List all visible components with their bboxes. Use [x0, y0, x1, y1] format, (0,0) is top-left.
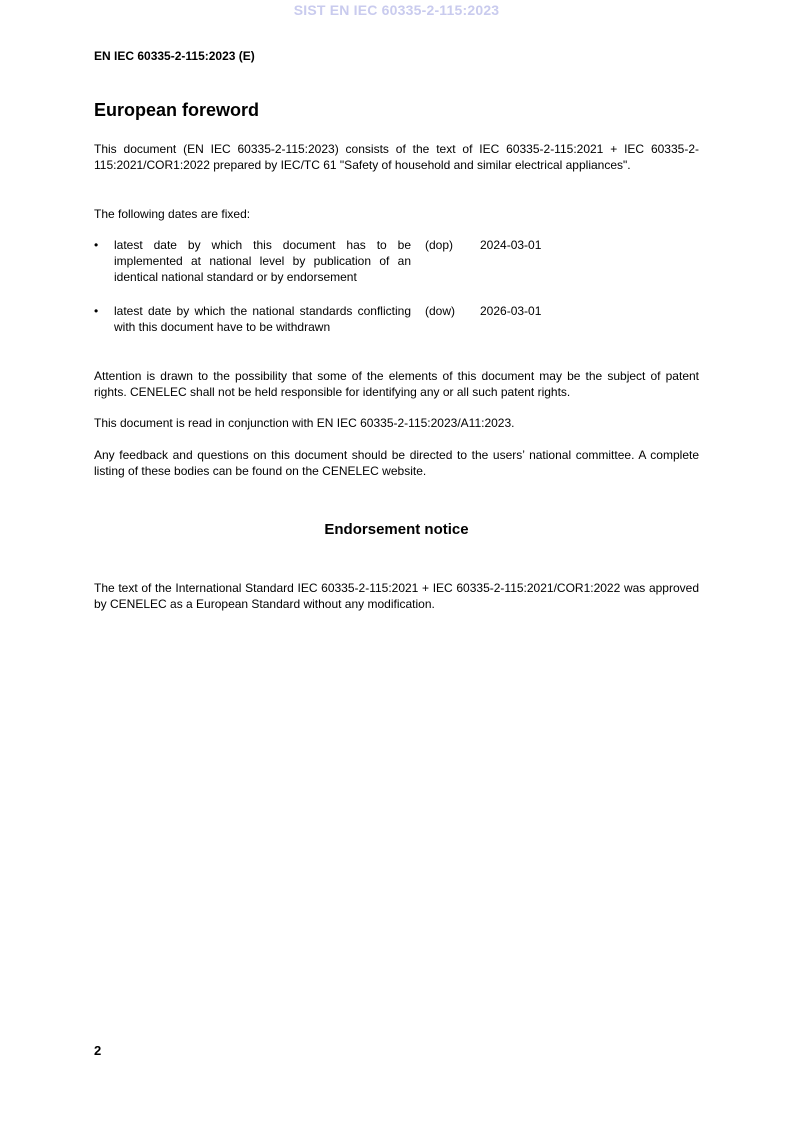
dates-intro-paragraph: The following dates are fixed:: [94, 207, 251, 221]
date-item-description: latest date by which the national standards conflicting with this document have to be withdrawn: [114, 304, 411, 334]
patent-notice-paragraph: Attention is drawn to the possibility that some of the elements of this document may be the subject of patent rights. CENELEC shall not be held responsible for identifying any or all such patent rights.: [94, 369, 699, 399]
watermark: SIST EN IEC 60335-2-115:2023: [293, 2, 500, 18]
date-item-date: 2024-03-01: [480, 238, 542, 252]
endorsement-paragraph: The text of the International Standard IEC 60335-2-115:2021 + IEC 60335-2-115:2021/COR1:2022 was approved by CENELEC as a European Standard without any modification.: [94, 581, 699, 611]
document-id-header: EN IEC 60335-2-115:2023 (E): [94, 49, 255, 63]
bullet-icon: •: [94, 304, 99, 318]
conjunction-paragraph: This document is read in conjunction with EN IEC 60335-2-115:2023/A11:2023.: [94, 416, 515, 430]
page-number: 2: [94, 1043, 102, 1058]
feedback-paragraph: Any feedback and questions on this document should be directed to the users’ national committee. A complete listing of these bodies can be found on the CENELEC website.: [94, 448, 699, 478]
foreword-intro-paragraph: This document (EN IEC 60335-2-115:2023) consists of the text of IEC 60335-2-115:2021 + IEC 60335-2-115:2021/COR1:2022 prepared by IEC/TC 61 "Safety of household and similar electrical appliances".: [94, 142, 699, 172]
date-item-description: latest date by which this document has to be implemented at national level by publication of an identical national standard or by endorsement: [114, 238, 411, 284]
foreword-heading: European foreword: [94, 100, 260, 120]
date-item-code: (dop): [425, 238, 454, 252]
date-item-code: (dow): [425, 304, 456, 318]
bullet-icon: •: [94, 238, 99, 252]
date-item-date: 2026-03-01: [480, 304, 542, 318]
endorsement-heading: Endorsement notice: [324, 521, 469, 538]
